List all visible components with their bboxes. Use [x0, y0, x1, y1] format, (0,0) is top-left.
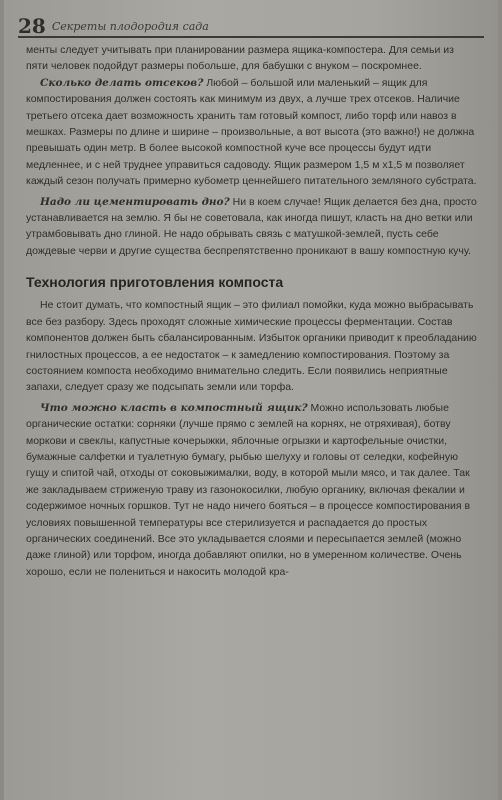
paragraph-technology: Не стоит думать, что компостный ящик – это филиал помойки, куда можно выбрасывать все без разбору. Здесь проходят сложные химические процессы ферментации. Состав компонентов должен быть сбалансированным. Избыток органики приводит к преобладанию гнилостных процессов, а ее недостаток – к замедлению компостирования. Поэтому за состоянием компоста необходимо внимательно следить. Если появились неприятные запахи, следует сразу же подсыпать земли или торфа.: [26, 299, 477, 394]
paragraph-continued: менты следует учитывать при планировании размера ящика-компостера. Для семьи из пяти человек подойдут размеры побольше, для бабушки с внуком – поскромнее.: [26, 44, 454, 73]
run-in-heading-what-to-add: Что можно класть в компостный ящик?: [40, 401, 308, 414]
page-header: [18, 10, 484, 38]
page-body: [26, 42, 478, 580]
book-page: [4, 0, 498, 800]
section-heading: Технология приготовления компоста: [26, 274, 284, 291]
paragraph-compartments-text: Любой – большой или маленький – ящик для компостирования должен состоять как минимум из двух, а лучше трех отсеков. Наличие третьего отсека дает возможность хранить там готовый компост, либо торф или навоз в мешках. Размеры по длине и ширине – произвольные, а вот высота (это важно!) не должна превышать один метр. В более высокой компостной куче все процессы будут идти медленнее, и с ней труднее управиться садоводу. Ящик размером 1,5 м х1,5 м позволяет каждый сезон получать примерно кубометр ценнейшего питательного земляного субстрата.: [26, 76, 477, 188]
run-in-heading-bottom: Надо ли цементировать дно?: [40, 195, 230, 208]
paragraph-what-to-add: [26, 400, 478, 580]
running-title: Секреты плодородия сада: [51, 20, 209, 33]
paragraph-bottom-text: Ни в коем случае! Ящик делается без дна, просто устанавливается на землю. Я бы не советовала, как иногда пишут, класть на дно ветки или утрамбовывать дно глиной. Не надо обрывать связь с матушкой-землей, пусть себе дождевые черви и другие существа беспрепятственно проникают в вашу компостную кучу.: [26, 195, 477, 257]
paragraph-bottom: [26, 194, 478, 260]
paragraph-compartments: [26, 75, 478, 190]
page-number: 28: [18, 14, 46, 38]
paragraph-what-to-add-text: Можно использовать любые органические остатки: сорняки (лучше прямо с землей на корнях, не отряхивая), ботву моркови и свеклы, капустные кочерыжки, яблочные огрызки и картофельные очистки, бумажные салфетки и туалетную бумагу, рыбью шелуху и головы от селедки, кофейную гущу и спитой чай, отходы от соковыжималки, воду, в которой мыли мясо, и так далее. Так же закладываем стриженую траву из газонокосилки, любую органику, включая фекалии и содержимое ночных горшков. Тут не надо ничего бояться – в процессе компостирования в условиях повышенной температуры все стерилизуется и распадается до простых органических соединений. Все это укладывается слоями и пересыпается землей (можно даже глиной) или торфом, иногда добавляют опилки, но в умеренном количестве. Очень хорошо, если не полениться и накосить молодой кра-: [26, 401, 471, 578]
run-in-heading-compartments: Сколько делать отсеков?: [40, 76, 204, 89]
